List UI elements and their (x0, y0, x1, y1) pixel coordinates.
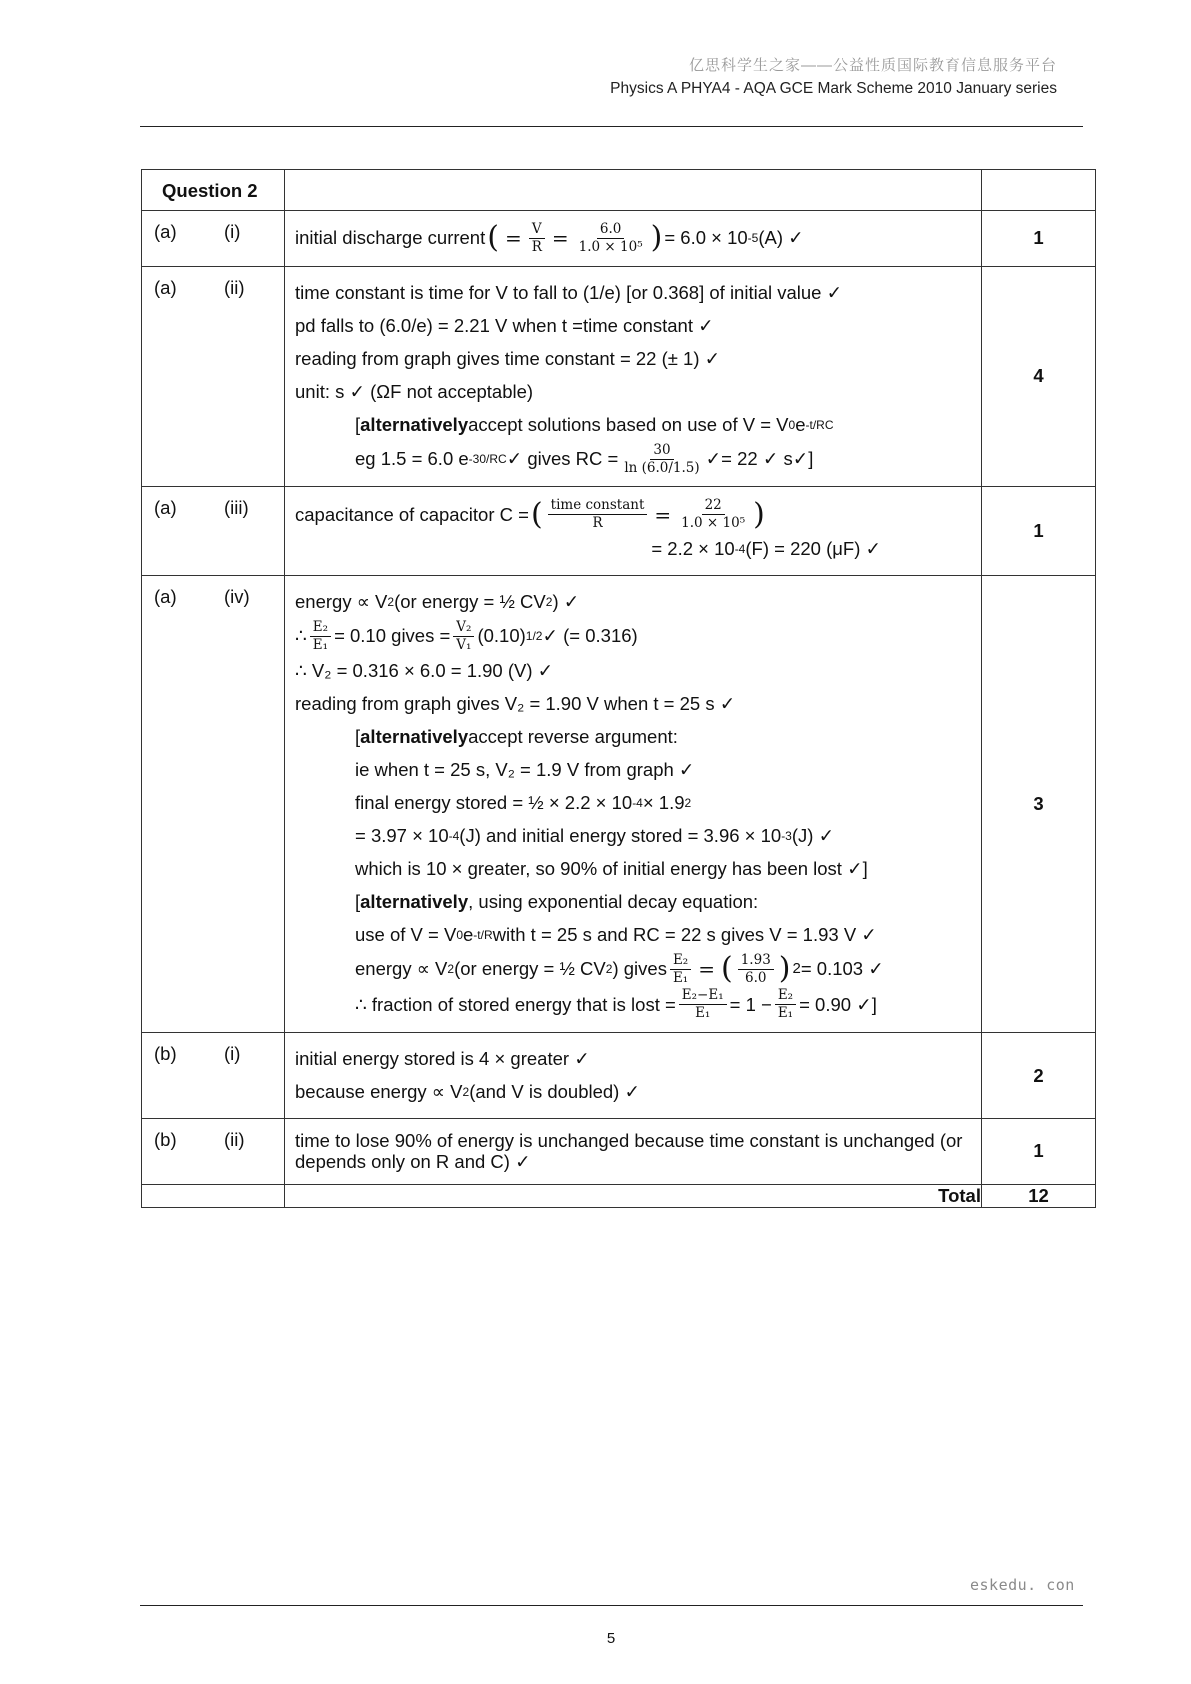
question-cell (142, 1184, 285, 1207)
marks-cell: 1 (982, 1119, 1096, 1185)
subpart-label: (i) (224, 1043, 241, 1065)
subpart-label: (iii) (224, 497, 249, 519)
answer-line: [ alternatively accept reverse argument: (355, 725, 678, 747)
answer-line: initial discharge current ( = $\frac{V}{R}$ = $\frac{6.0}{\text{1.0 × 10⁵}}$ ) = 6.0 × 10 -5 (A) ✓ (295, 220, 804, 256)
answer-cell (285, 487, 982, 576)
marks-cell: 1 (982, 211, 1096, 267)
page-number: 5 (606, 1630, 616, 1647)
table-row (142, 487, 1096, 576)
table-row (142, 576, 1096, 1033)
question-cell (142, 487, 285, 576)
marks-cell (982, 170, 1096, 211)
table-header-row (142, 170, 1096, 211)
answer-line: ie when t = 25 s, V₂ = 1.9 V from graph ✓ (355, 758, 695, 780)
answer-line: = 3.97 × 10 -4 (J) and initial energy stored = 3.96 × 10 -3 (J) ✓ (355, 824, 835, 846)
table-row (142, 1119, 1096, 1185)
table-row (142, 211, 1096, 267)
fraction: $\frac{\text{E₂}}{\text{E₁}}$ (670, 953, 691, 986)
answer-line: ∴ V₂ = 0.316 × 6.0 = 1.90 (V) ✓ (295, 659, 554, 681)
answer-line: pd falls to (6.0/e) = 2.21 V when t =time constant ✓ (295, 314, 714, 336)
answer-line: capacitance of capacitor C = ( $\frac{\text{time constant}}{R}$ = $\frac{22}{\text{1.0 × 10⁵}}$ ) (295, 496, 765, 532)
fraction: $\frac{\text{E₂}}{\text{E₁}}$ (310, 620, 331, 653)
part-label: (b) (154, 1129, 177, 1151)
total-row (142, 1184, 1096, 1207)
fraction: $\frac{6.0}{\text{1.0 × 10⁵}}$ (578, 221, 643, 255)
fraction: $\frac{\text{E₂}}{\text{E₁}}$ (775, 988, 796, 1021)
table-row (142, 1033, 1096, 1119)
fraction: $\frac{30}{\ln (6.0/1.5)}$ (624, 441, 700, 476)
question-cell (142, 266, 285, 487)
answer-cell (285, 1119, 982, 1185)
answer-line: eg 1.5 = 6.0 e -30/RC ✓ gives RC = $\frac{30}{\ln (6.0/1.5)}$ ✓= 22 ✓ s✓] (355, 441, 814, 476)
mark-scheme-table (141, 169, 1096, 1208)
answer-line: ∴ fraction of stored energy that is lost = $\frac{\text{E₂−E₁}}{\text{E₁}}$ = 1 − $\frac{\text{E₂}}{\text{E₁}}$ = 0.90 ✓] (355, 987, 877, 1022)
part-label: (a) (154, 497, 177, 519)
answer-line: energy ∝ V 2 (or energy = ½ CV 2 ) ✓ (295, 590, 580, 612)
answer-line: energy ∝ V 2 (or energy = ½ CV 2 ) gives $\frac{\text{E₂}}{\text{E₁}}$ = ( $\frac{1.93}{6.0}$ ) 2 = 0.103 ✓ (355, 951, 884, 987)
answer-line: which is 10 × greater, so 90% of initial energy has been lost ✓] (355, 857, 868, 879)
answer-line: final energy stored = ½ × 2.2 × 10 -4 × 1.9 2 (355, 791, 692, 813)
subpart-label: (ii) (224, 1129, 245, 1151)
answer-line: reading from graph gives time constant = 22 (± 1) ✓ (295, 347, 721, 369)
header-chinese-line: 亿思科学生之家——公益性质国际教育信息服务平台 (688, 57, 1057, 74)
answer-cell (285, 576, 982, 1033)
watermark: eskedu. con (970, 1576, 1075, 1594)
marks-cell: 1 (982, 487, 1096, 576)
fraction: $\frac{\text{V₂}}{\text{V₁}}$ (453, 620, 474, 653)
part-label: (a) (154, 586, 177, 608)
answer-line: reading from graph gives V₂ = 1.90 V when t = 25 s ✓ (295, 692, 736, 714)
answer-cell (285, 1033, 982, 1119)
answer-line: because energy ∝ V 2 (and V is doubled) ✓ (295, 1081, 640, 1103)
table-row (142, 266, 1096, 487)
question-cell (142, 170, 285, 211)
question-cell (142, 211, 285, 267)
question-cell (142, 1033, 285, 1119)
part-label: (a) (154, 276, 177, 298)
question-cell (142, 1119, 285, 1185)
marks-cell: 2 (982, 1033, 1096, 1119)
answer-cell (285, 266, 982, 487)
part-label: (a) (154, 221, 177, 242)
answer-cell (285, 211, 982, 267)
answer-line: initial energy stored is 4 × greater ✓ (295, 1048, 590, 1070)
answer-line: time to lose 90% of energy is unchanged because time constant is unchanged (or depends only on R and C) ✓ (295, 1130, 963, 1173)
answer-cell (285, 170, 982, 211)
fraction: $\frac{\text{time constant}}{R}$ (548, 498, 648, 531)
answer-line: ∴ $\frac{\text{E₂}}{\text{E₁}}$ = 0.10 gives = $\frac{\text{V₂}}{\text{V₁}}$ (0.10) 1/2 ✓ (= 0.316) (295, 619, 638, 653)
header-title: Physics A PHYA4 - AQA GCE Mark Scheme 2010 January series (610, 80, 1057, 97)
fraction: $\frac{V}{R}$ (529, 222, 545, 255)
footer-rule (140, 1605, 1083, 1606)
answer-line: [ alternatively accept solutions based on use of V = V 0 e -t/RC (355, 413, 834, 435)
question-title: Question 2 (162, 180, 258, 201)
total-marks: 12 (982, 1184, 1096, 1207)
marks-cell: 4 (982, 266, 1096, 487)
total-label: Total (285, 1184, 982, 1207)
marks-cell: 3 (982, 576, 1096, 1033)
answer-line: use of V = V 0 e -t/R with t = 25 s and RC = 22 s gives V = 1.93 V ✓ (355, 923, 877, 945)
part-label: (b) (154, 1043, 177, 1065)
subpart-label: (i) (224, 221, 241, 242)
answer-line: unit: s ✓ (ΩF not acceptable) (295, 380, 534, 402)
subpart-label: (ii) (224, 276, 245, 298)
question-cell (142, 576, 285, 1033)
fraction: $\frac{\text{E₂−E₁}}{\text{E₁}}$ (679, 988, 727, 1021)
fraction: $\frac{22}{\text{1.0 × 10⁵}}$ (681, 497, 746, 532)
answer-line: [ alternatively , using exponential decay equation: (355, 890, 759, 912)
fraction: $\frac{1.93}{6.0}$ (738, 953, 774, 986)
answer-line: time constant is time for V to fall to (1/e) [or 0.368] of initial value ✓ (295, 281, 843, 303)
subpart-label: (iv) (224, 586, 250, 608)
answer-line: = 2.2 × 10 -4 (F) = 220 (μF) ✓ (651, 537, 881, 559)
header-rule (140, 126, 1083, 127)
